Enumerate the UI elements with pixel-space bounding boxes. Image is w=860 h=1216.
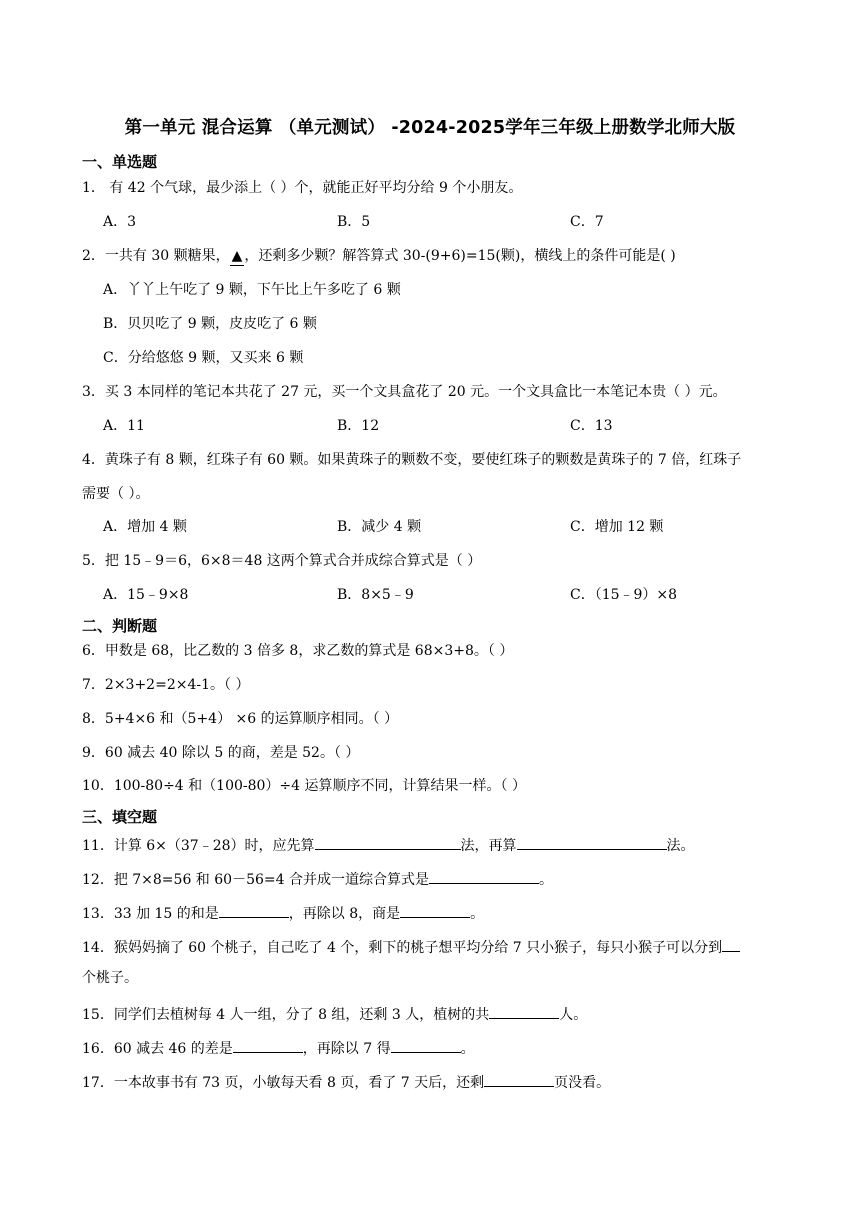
- question-13-part-3: 。: [470, 906, 485, 922]
- section-heading-single-choice: 一、单选题: [82, 153, 158, 171]
- question-15-part-2: 人。: [559, 1007, 588, 1023]
- question-2-stem-before: 2．一共有 30 颗糖果，: [82, 248, 230, 264]
- question-17: [82, 1071, 610, 1092]
- question-2-option-b[interactable]: B．贝贝吃了 9 颗，皮皮吃了 6 颗: [103, 316, 317, 332]
- question-12: [82, 868, 553, 889]
- question-16: [82, 1037, 475, 1058]
- question-12-part-2: 。: [538, 872, 553, 888]
- question-14-line-1: [82, 936, 740, 957]
- question-5-option-b[interactable]: B．8×5﹣9: [337, 587, 414, 603]
- answer-blank[interactable]: [400, 902, 470, 918]
- question-11-part-2: 法，再算: [460, 838, 517, 854]
- answer-blank[interactable]: [517, 834, 667, 850]
- answer-blank[interactable]: [233, 1037, 303, 1053]
- question-5-stem: 5．把 15﹣9＝6，6×8＝48 这两个算式合并成综合算式是（ ）: [82, 553, 482, 569]
- question-5-option-a[interactable]: A．15﹣9×8: [103, 587, 189, 603]
- question-16-part-1: 16．60 减去 46 的差是: [82, 1041, 233, 1057]
- question-1-option-c[interactable]: C．7: [570, 214, 604, 230]
- question-11-part-3: 法。: [666, 838, 695, 854]
- answer-blank[interactable]: [489, 1003, 559, 1019]
- question-11-part-1: 11．计算 6×（37﹣28）时，应先算: [82, 838, 315, 854]
- question-14-part-1: 14．猴妈妈摘了 60 个桃子，自己吃了 4 个，剩下的桃子想平均分给 7 只小猴子，每只小猴子可以分到: [82, 940, 723, 956]
- question-4-stem-line-1: 4．黄珠子有 8 颗，红珠子有 60 颗。如果黄珠子的颗数不变，要使红珠子的颗数是黄珠子的 7 倍，红珠子: [82, 452, 742, 468]
- question-1-option-b[interactable]: B．5: [337, 214, 371, 230]
- question-7: 7．2×3+2=2×4-1。（ ）: [82, 677, 250, 693]
- question-8: 8．5+4×6 和（5+4） ×6 的运算顺序相同。（ ）: [82, 711, 399, 727]
- question-15-part-1: 15．同学们去植树每 4 人一组，分了 8 组，还剩 3 人，植树的共: [82, 1007, 490, 1023]
- question-2-stem-after: ，还剩多少颗？解答算式 30-(9+6)=15(颗)，横线上的条件可能是( ): [244, 248, 676, 264]
- answer-blank[interactable]: [219, 902, 289, 918]
- answer-blank[interactable]: [315, 834, 461, 850]
- question-10: 10．100-80÷4 和（100-80）÷4 运算顺序不同，计算结果一样。（ ）: [82, 778, 526, 794]
- section-heading-fill-in: 三、填空题: [82, 808, 158, 826]
- question-4-option-b[interactable]: B．减少 4 颗: [337, 519, 422, 535]
- question-15: [82, 1003, 587, 1024]
- section-heading-true-false: 二、判断题: [82, 617, 158, 635]
- question-16-part-3: 。: [460, 1041, 475, 1057]
- question-14-line-2: 个桃子。: [82, 970, 138, 986]
- question-5-option-c[interactable]: C．（15﹣9）×8: [570, 587, 678, 603]
- question-13-part-2: ，再除以 8，商是: [288, 906, 401, 922]
- answer-blank[interactable]: [484, 1071, 554, 1087]
- answer-blank[interactable]: [391, 1037, 461, 1053]
- question-9: 9．60 减去 40 除以 5 的商，差是 52。（ ）: [82, 745, 360, 761]
- question-4-stem-line-2: 需要（ ）。: [82, 486, 150, 502]
- page-title: 第一单元 混合运算 （单元测试） -2024-2025学年三年级上册数学北师大版: [124, 118, 736, 138]
- answer-blank[interactable]: [429, 868, 539, 884]
- question-3-option-b[interactable]: B．12: [337, 418, 380, 434]
- question-16-part-2: ，再除以 7 得: [302, 1041, 391, 1057]
- question-1-option-a[interactable]: A．3: [103, 214, 137, 230]
- question-3-option-a[interactable]: A．11: [103, 418, 145, 434]
- question-2-option-c[interactable]: C．分给悠悠 9 颗，又买来 6 颗: [103, 350, 304, 366]
- question-1-stem: 1． 有 42 个气球，最少添上（ ）个，就能正好平均分给 9 个小朋友。: [82, 180, 523, 196]
- question-3-option-c[interactable]: C．13: [570, 418, 613, 434]
- question-2-option-a[interactable]: A．丫丫上午吃了 9 颗，下午比上午多吃了 6 颗: [103, 282, 401, 298]
- question-11: [82, 834, 695, 855]
- answer-blank[interactable]: [722, 936, 740, 952]
- question-12-part-1: 12．把 7×8=56 和 60－56=4 合并成一道综合算式是: [82, 872, 429, 888]
- question-17-part-1: 17．一本故事书有 73 页，小敏每天看 8 页，看了 7 天后，还剩: [82, 1075, 485, 1091]
- question-13: [82, 902, 484, 923]
- triangle-marker-icon: ▲: [231, 248, 243, 264]
- question-3-stem: 3．买 3 本同样的笔记本共花了 27 元，买一个文具盒花了 20 元。一个文具盒比一本笔记本贵（ ）元。: [82, 384, 727, 400]
- question-4-option-c[interactable]: C．增加 12 颗: [570, 519, 664, 535]
- question-13-part-1: 13．33 加 15 的和是: [82, 906, 219, 922]
- question-6: 6．甲数是 68，比乙数的 3 倍多 8，求乙数的算式是 68×3+8。（ ）: [82, 643, 514, 659]
- question-2-stem: [82, 247, 676, 266]
- question-17-part-2: 页没看。: [554, 1075, 611, 1091]
- question-4-option-a[interactable]: A．增加 4 颗: [103, 519, 187, 535]
